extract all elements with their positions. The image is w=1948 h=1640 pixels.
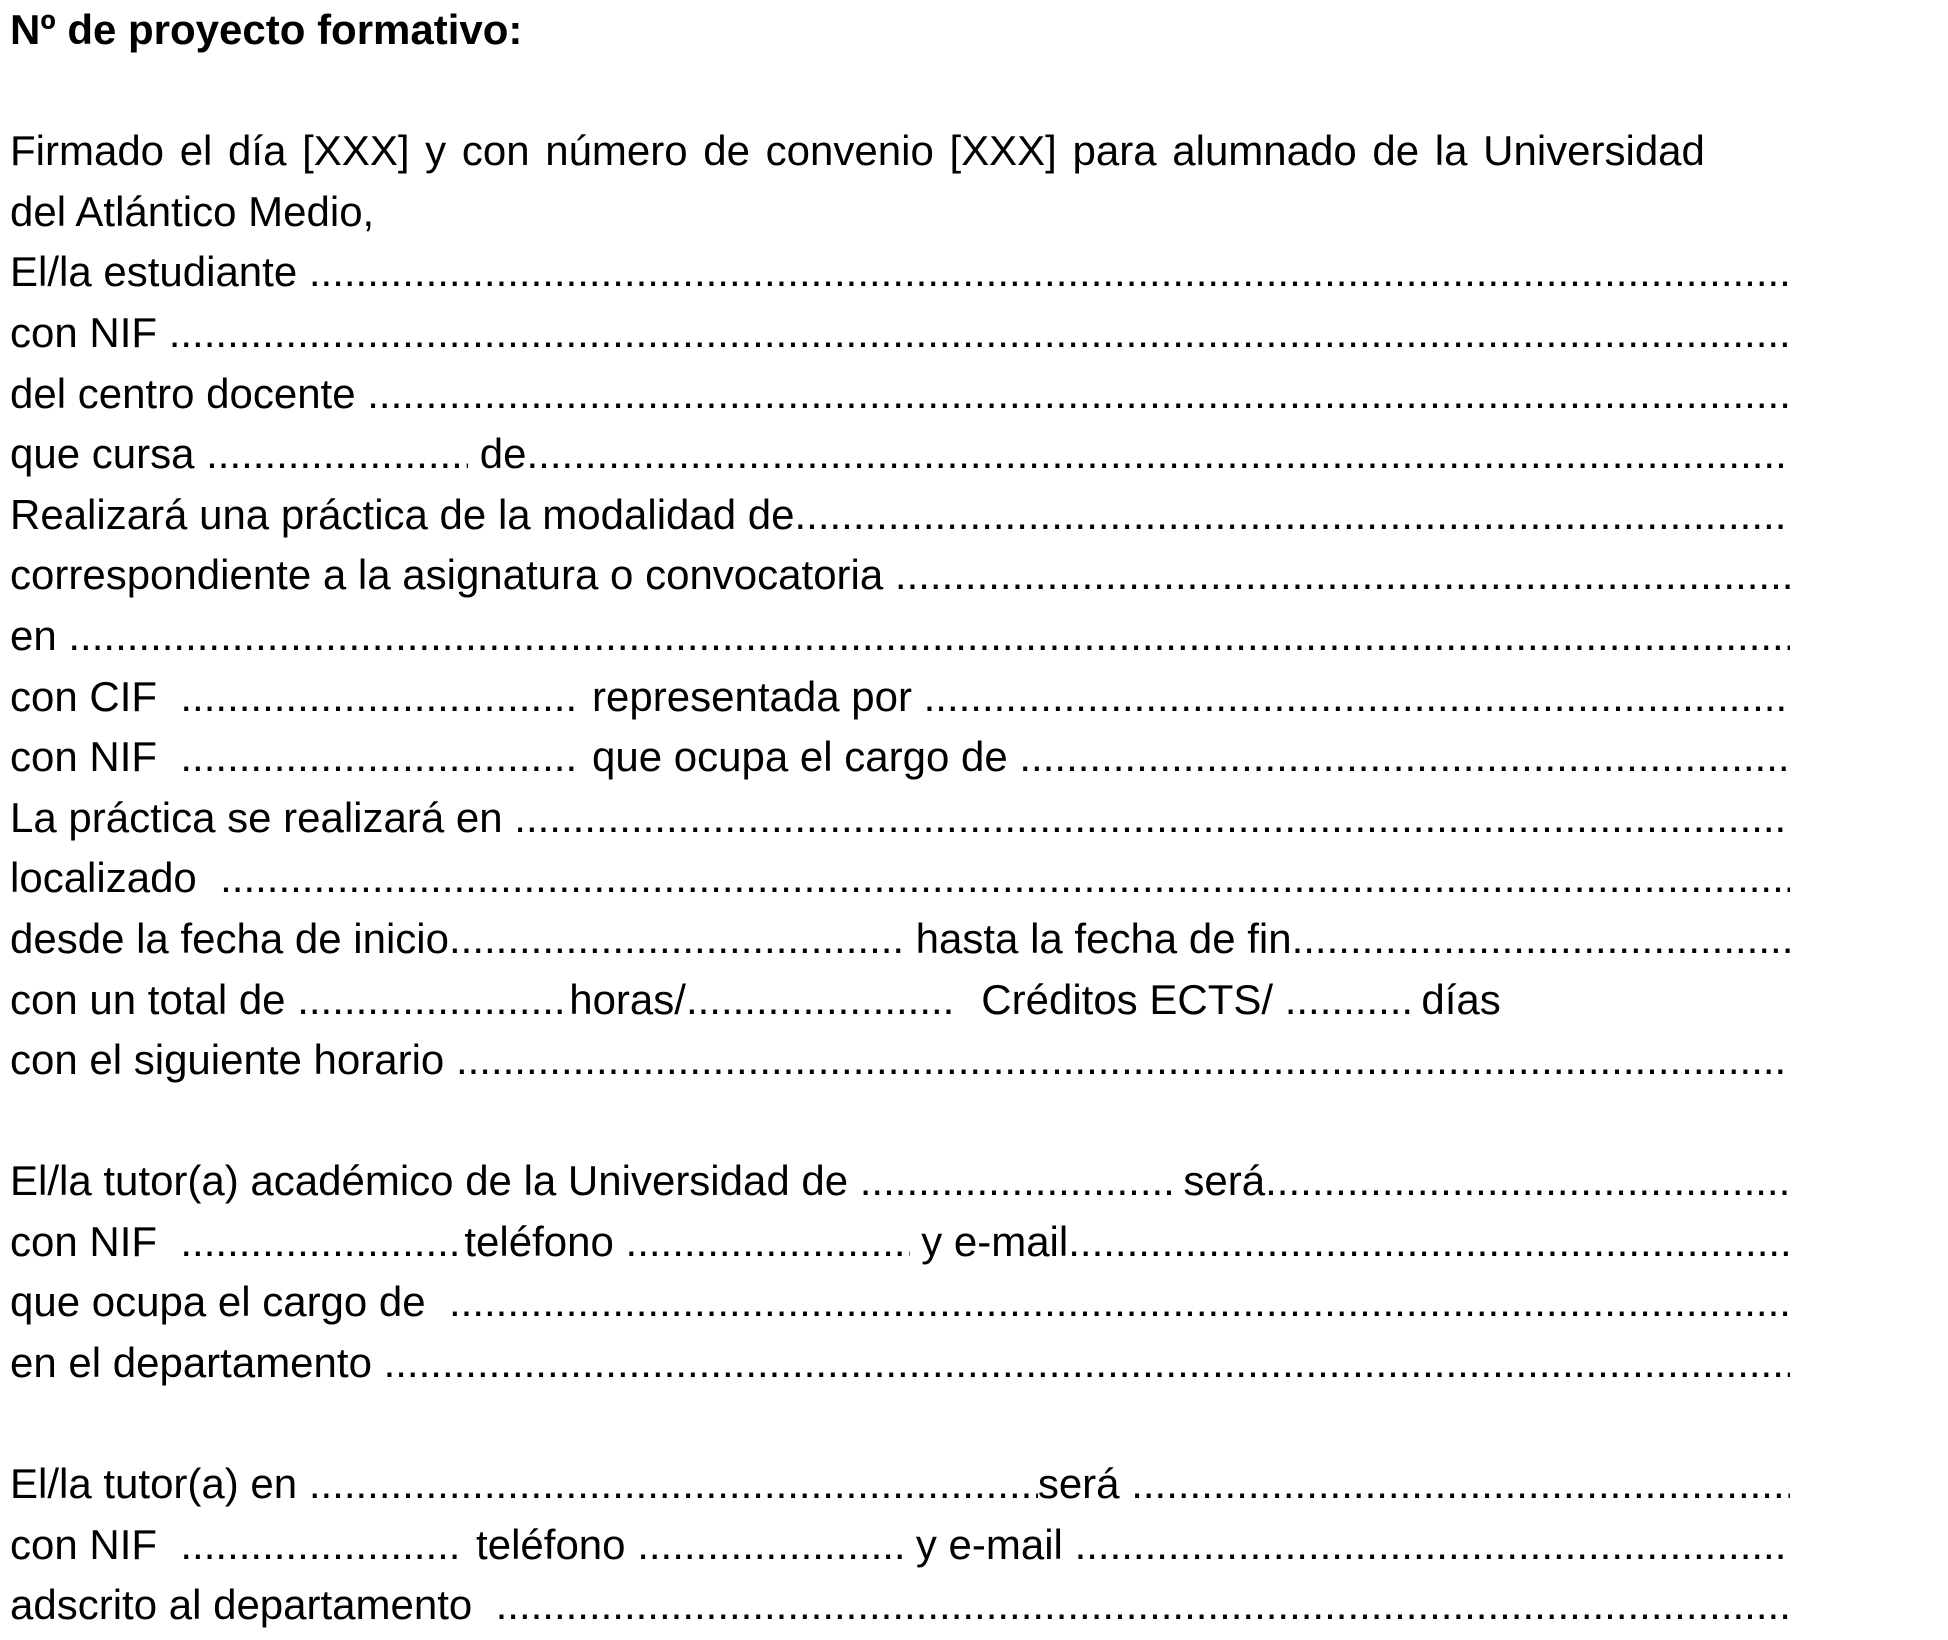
label: del centro docente [10, 369, 368, 417]
representative-position-field[interactable] [1019, 727, 1790, 788]
student-nif-line [10, 303, 1790, 364]
company-tutor-department-line [10, 1575, 1790, 1636]
company-field[interactable] [68, 606, 1790, 667]
credits-field[interactable] [686, 970, 958, 1031]
subject-field[interactable] [895, 545, 1790, 606]
label: y e-mail [909, 1217, 1069, 1265]
academic-tutor-position-line [10, 1272, 1790, 1333]
cif-field[interactable] [180, 667, 580, 728]
school-line [10, 364, 1790, 425]
company-tutor-line [10, 1454, 1790, 1515]
label: con el siguiente horario [10, 1036, 456, 1084]
label: que ocupa el cargo de [10, 1278, 449, 1326]
academic-tutor-contact-line [10, 1212, 1790, 1273]
label: que cursa [10, 430, 207, 478]
label: en el departamento [10, 1339, 384, 1387]
label: hasta la fecha de fin [903, 914, 1292, 962]
label: y e-mail [904, 1520, 1075, 1568]
label: de [468, 430, 527, 478]
cif-line [10, 667, 1790, 728]
label: representada por [580, 672, 924, 720]
label: teléfono [464, 1217, 626, 1265]
location-field[interactable] [220, 848, 1790, 909]
academic-tutor-department-line [10, 1333, 1790, 1394]
academic-tutor-position-field[interactable] [449, 1272, 1790, 1333]
representative-field[interactable] [924, 667, 1790, 728]
school-field[interactable] [367, 364, 1790, 425]
label: desde la fecha de inicio [10, 914, 449, 962]
location-line [10, 848, 1790, 909]
dates-line [10, 909, 1790, 970]
days-field[interactable] [1285, 970, 1410, 1031]
label: con NIF [10, 308, 169, 356]
label: con NIF [10, 1520, 181, 1568]
company-tutor-entity-field[interactable] [309, 1454, 1038, 1515]
student-nif-field[interactable] [169, 303, 1790, 364]
label: teléfono [464, 1520, 638, 1568]
label: con CIF [10, 672, 181, 720]
label: correspondiente a la asignatura o convocatoria [10, 551, 895, 599]
label: días [1409, 975, 1501, 1023]
company-tutor-phone-field[interactable] [637, 1515, 904, 1576]
intro-line-2: del Atlántico Medio, [10, 187, 375, 235]
label: será [1037, 1460, 1132, 1508]
academic-tutor-phone-field[interactable] [626, 1212, 910, 1273]
degree-field[interactable] [527, 424, 1790, 485]
end-date-field[interactable] [1292, 909, 1790, 970]
company-tutor-email-field[interactable] [1075, 1515, 1790, 1576]
total-line [10, 970, 1790, 1031]
academic-tutor-department-field[interactable] [384, 1333, 1790, 1394]
university-field[interactable] [860, 1151, 1172, 1212]
hours-field[interactable] [297, 970, 569, 1031]
place-line [10, 788, 1790, 849]
schedule-field[interactable] [456, 1030, 1790, 1091]
company-tutor-nif-field[interactable] [180, 1515, 464, 1576]
label: El/la estudiante [10, 248, 309, 296]
representative-nif-field[interactable] [180, 727, 580, 788]
label: horas/ [569, 975, 686, 1023]
course-year-field[interactable] [206, 424, 468, 485]
company-line [10, 606, 1790, 667]
label: La práctica se realizará en [10, 793, 515, 841]
schedule-line [10, 1030, 1790, 1091]
academic-tutor-email-field[interactable] [1068, 1212, 1790, 1273]
modality-line [10, 485, 1790, 546]
representative-nif-line [10, 727, 1790, 788]
label: El/la tutor(a) en [10, 1460, 309, 1508]
academic-tutor-name-field[interactable] [1265, 1151, 1790, 1212]
label: con un total de [10, 975, 298, 1023]
label: con NIF [10, 1217, 181, 1265]
label: Realizará una práctica de la modalidad de [10, 490, 795, 538]
academic-tutor-nif-field[interactable] [180, 1212, 464, 1273]
company-tutor-name-field[interactable] [1131, 1454, 1790, 1515]
modality-field[interactable] [795, 485, 1791, 546]
course-line [10, 424, 1790, 485]
label: adscrito al departamento [10, 1581, 496, 1629]
label: localizado [10, 854, 221, 902]
label: Créditos ECTS/ [957, 975, 1285, 1023]
student-name-line [10, 242, 1790, 303]
label: con NIF [10, 733, 181, 781]
document-title: Nº de proyecto formativo: [10, 6, 523, 53]
intro-line-1: Firmado el día [XXX] y con número de convenio [XXX] para alumnado de la Universidad [10, 127, 1705, 175]
company-tutor-contact-line [10, 1515, 1790, 1576]
label: El/la tutor(a) académico de la Universidad de [10, 1157, 860, 1205]
student-name-field[interactable] [309, 242, 1790, 303]
label: que ocupa el cargo de [580, 733, 1020, 781]
company-tutor-department-field[interactable] [496, 1575, 1790, 1636]
academic-tutor-line [10, 1151, 1790, 1212]
label: en [10, 611, 69, 659]
subject-line [10, 545, 1790, 606]
start-date-field[interactable] [449, 909, 904, 970]
place-field[interactable] [514, 788, 1790, 849]
label: será [1171, 1157, 1266, 1205]
